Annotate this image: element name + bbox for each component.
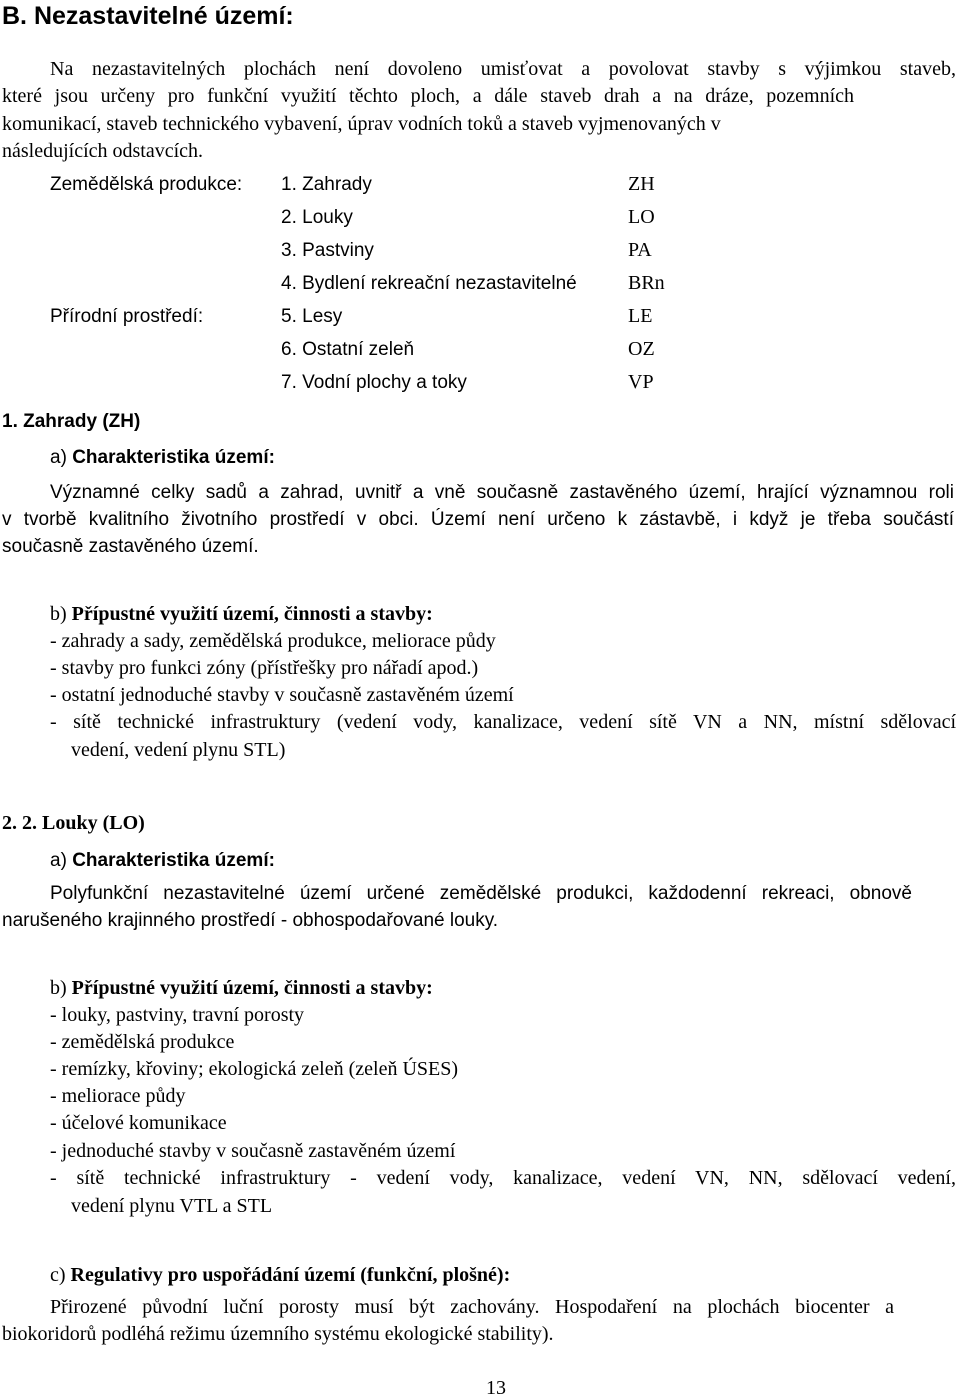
s1-a-prefix: a) [50,447,73,468]
category-item-code: BRn [628,272,665,294]
s2-b-item-continuation: vedení plynu VTL a STL [71,1195,273,1217]
s1-b-item-continuation: vedení, vedení plynu STL) [71,739,286,761]
intro-line-2: které jsou určeny pro funkční využití těchto ploch, a dále staveb drah a na dráze, pozemních [2,85,854,107]
section-1-title: 1. Zahrady (ZH) [2,411,141,432]
s1-b-item: - zahrady a sady, zemědělská produkce, meliorace půdy [50,630,496,652]
section-heading: B. Nezastavitelné území: [2,2,294,30]
category-item-name: 3. Pastviny [281,240,374,261]
s2-c-title: Regulativy pro uspořádání území (funkční, plošné): [70,1264,511,1286]
category-item-code: LO [628,206,655,228]
s1-a-line-2: v tvorbě kvalitního životního prostředí v obci. Území není určeno k zástavbě, i když je třeba součástí [2,509,954,530]
category-item-code: LE [628,305,653,327]
s1-b-prefix: b) [50,603,72,625]
s2-b-title: Přípustné využití území, činnosti a stavby: [71,977,433,999]
s2-a-title: Charakteristika území: [72,850,275,871]
s1-b-item: - ostatní jednoduché stavby v současně zastavěném území [50,684,514,706]
s1-b-heading [50,603,433,626]
s2-a-line-2: narušeného krajinného prostředí - obhospodařované louky. [2,910,499,931]
category-item-name: 6. Ostatní zeleň [281,339,415,360]
s2-b-prefix: b) [50,977,72,999]
category-item-code: OZ [628,338,655,360]
s1-b-item: - stavby pro funkci zóny (přístřešky pro nářadí apod.) [50,657,479,679]
s1-a-line-3: současně zastavěného území. [2,536,259,557]
s1-b-title: Přípustné využití území, činnosti a stavby: [71,603,433,625]
category-nature-label: Přírodní prostředí: [50,306,204,327]
s2-b-item: - účelové komunikace [50,1112,227,1134]
category-item-name: 4. Bydlení rekreační nezastavitelné [281,273,577,294]
category-item-name: 2. Louky [281,207,353,228]
s1-a-heading [50,447,275,469]
s2-c-line-1: Přirozené původní luční porosty musí být zachovány. Hospodaření na plochách biocenter a [50,1296,894,1318]
s2-a-heading [50,850,275,872]
section-2-title: 2. 2. Louky (LO) [2,812,145,834]
s2-a-prefix: a) [50,850,73,871]
s1-a-line-1: Významné celky sadů a zahrad, uvnitř a vně současně zastavěného území, hrající významnou roli [50,482,954,503]
category-item-code: PA [628,239,652,261]
s2-b-item: - louky, pastviny, travní porosty [50,1004,305,1026]
s2-c-prefix: c) [50,1264,71,1286]
category-agri-label: Zemědělská produkce: [50,174,243,195]
s2-c-line-2: biokoridorů podléhá režimu územního systému ekologické stability). [2,1323,554,1345]
page-number: 13 [486,1377,506,1399]
s2-b-heading [50,977,433,1000]
s2-b-item: - zemědělská produkce [50,1031,235,1053]
category-item-code: ZH [628,173,655,195]
s2-c-heading [50,1264,510,1287]
intro-line-3: komunikací, staveb technického vybavení, úprav vodních toků a staveb vyjmenovaných v [2,113,721,135]
s2-b-item: - remízky, křoviny; ekologická zeleň (zeleň ÚSES) [50,1058,459,1080]
category-item-code: VP [628,371,654,393]
category-item-name: 1. Zahrady [281,174,372,195]
s1-a-title: Charakteristika území: [72,447,275,468]
s2-a-line-1: Polyfunkční nezastavitelné území určené zemědělské produkci, každodenní rekreaci, obnově [50,883,912,904]
category-item-name: 7. Vodní plochy a toky [281,372,467,393]
intro-line-4: následujících odstavcích. [2,140,204,162]
intro-line-1: Na nezastavitelných plochách není dovoleno umisťovat a povolovat stavby s výjimkou staveb, [50,58,956,80]
s1-b-item: - sítě technické infrastruktury (vedení vody, kanalizace, vedení sítě VN a NN, místní sdělovací [50,711,956,733]
s2-b-item: - sítě technické infrastruktury - vedení vody, kanalizace, vedení VN, NN, sdělovací vedení, [50,1167,956,1189]
s2-b-item: - meliorace půdy [50,1085,186,1107]
category-item-name: 5. Lesy [281,306,343,327]
s2-b-item: - jednoduché stavby v současně zastavěném území [50,1140,456,1162]
